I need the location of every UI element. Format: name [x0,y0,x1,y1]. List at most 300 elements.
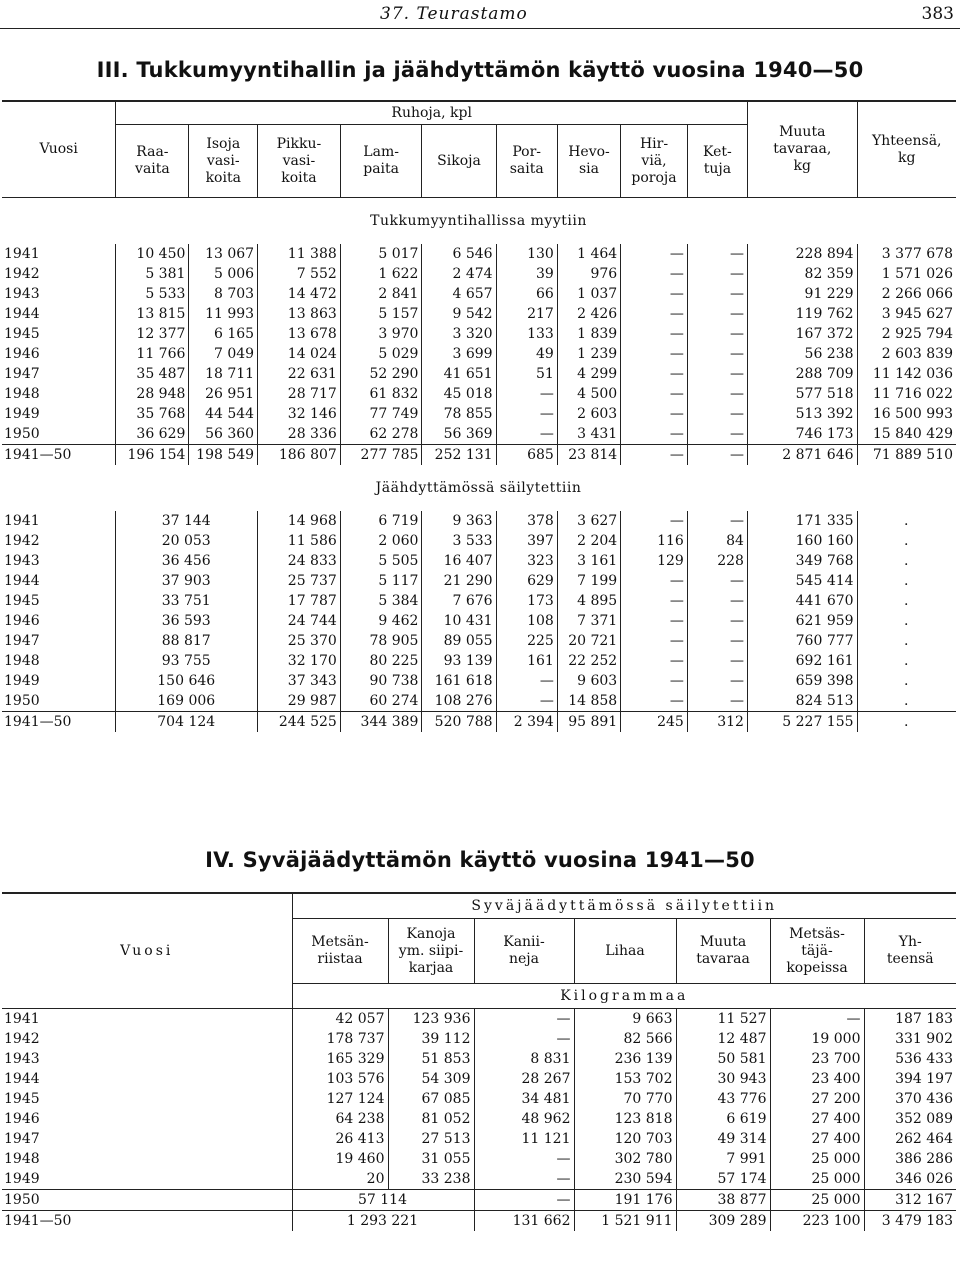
data-cell: 7 199 [557,571,620,591]
total-cell: 131 662 [474,1211,574,1232]
table-row [2,404,956,424]
table-row [2,424,956,445]
data-cell: 25 370 [258,631,341,651]
data-cell: 178 737 [292,1029,388,1049]
data-cell: 1 622 [340,264,422,284]
data-cell: 23 700 [770,1049,864,1069]
data-cell: 352 089 [864,1109,956,1129]
data-cell: 133 [496,324,557,344]
data-cell: — [474,1169,574,1190]
year-cell [2,244,116,264]
data-cell: 245 [621,712,688,733]
data-cell: 56 369 [422,424,496,445]
data-cell: 312 [687,712,747,733]
year-label: 1943 [4,1051,40,1067]
table-row [2,511,956,531]
data-cell: 116 [621,531,688,551]
data-cell: 2 841 [340,284,422,304]
data-cell: 4 657 [422,284,496,304]
col4-lihaa: Lihaa [574,919,676,984]
data-cell: 5 006 [189,264,258,284]
data-cell: 2 925 794 [857,324,956,344]
data-cell: — [687,404,747,424]
data-cell: 187 183 [864,1009,956,1030]
col4-muuta: Muuta tavaraa [676,919,770,984]
year-label: 1943 [4,553,40,569]
year-cell [2,591,116,611]
data-cell: — [687,651,747,671]
data-cell: 119 762 [747,304,857,324]
data-cell: 9 542 [422,304,496,324]
data-cell: 13 863 [258,304,341,324]
data-cell: — [687,611,747,631]
data-cell: — [687,304,747,324]
data-cell: 64 238 [292,1109,388,1129]
running-title: 37. Teurastamo [380,4,528,24]
year-label: 1950 [4,1192,40,1208]
year-label: 1942 [4,1031,40,1047]
col-lampaita: Lam- paita [340,125,422,198]
year-label: 1944 [4,306,40,322]
data-cell: 11 142 036 [857,364,956,384]
data-cell: — [687,591,747,611]
data-cell: 11 586 [258,531,341,551]
table-row [2,1149,956,1169]
year-cell [2,1049,292,1069]
year-cell [2,551,116,571]
col4-metsan: Metsän- riistaa [292,919,388,984]
data-cell: — [621,264,688,284]
data-cell: 50 581 [676,1049,770,1069]
data-cell: 7 991 [676,1149,770,1169]
data-cell: 6 619 [676,1109,770,1129]
data-cell: 14 968 [258,511,341,531]
year-label: 1941 [4,246,40,262]
table-row [2,324,956,344]
data-cell: 5 384 [340,591,422,611]
data-cell: 11 993 [189,304,258,324]
data-cell: 6 546 [422,244,496,264]
data-cell: 824 513 [747,691,857,712]
data-cell: 8 831 [474,1049,574,1069]
table-row [2,651,956,671]
data-cell: 659 398 [747,671,857,691]
data-cell: 7 676 [422,591,496,611]
data-cell: — [687,571,747,591]
data-cell: 1 239 [557,344,620,364]
data-cell: 11 766 [116,344,189,364]
year-label: 1941—50 [4,1213,72,1229]
data-cell: — [621,244,688,264]
data-cell: 39 [496,264,557,284]
total-cell: 198 549 [189,445,258,466]
year-cell [2,531,116,551]
data-cell: 3 377 678 [857,244,956,264]
data-cell: 370 436 [864,1089,956,1109]
data-cell: 161 618 [422,671,496,691]
data-cell: 24 744 [258,611,341,631]
data-cell: 11 121 [474,1129,574,1149]
year-cell [2,571,116,591]
data-cell: 43 776 [676,1089,770,1109]
col-porsaita: Por- saita [496,125,557,198]
data-cell: — [496,691,557,712]
data-cell: 49 314 [676,1129,770,1149]
data-cell: 323 [496,551,557,571]
year-label: 1947 [4,366,40,382]
data-cell: 976 [557,264,620,284]
data-cell: 9 603 [557,671,620,691]
data-cell: — [621,571,688,591]
data-cell: 14 858 [557,691,620,712]
data-cell: 123 936 [388,1009,474,1030]
year-label: 1941 [4,1011,40,1027]
merged-vasikoita-cell: 37 903 [116,571,258,591]
total-cell: 277 785 [340,445,422,466]
year-label: 1945 [4,593,40,609]
data-cell: 4 299 [557,364,620,384]
total-cell: . [857,591,956,611]
year-cell [2,1009,292,1030]
data-cell: 78 905 [340,631,422,651]
data-cell: — [474,1190,574,1211]
merged-vasikoita-cell: 36 456 [116,551,258,571]
year-cell [2,1169,292,1190]
col-yhteensa: Yhteensä, kg [857,101,956,198]
year-cell [2,324,116,344]
data-cell: 171 335 [747,511,857,531]
table-row [2,571,956,591]
data-cell: 228 894 [747,244,857,264]
total-cell: 186 807 [258,445,341,466]
year-cell [2,424,116,445]
year-cell [2,691,116,712]
data-cell: 1 037 [557,284,620,304]
data-cell: 130 [496,244,557,264]
data-cell: — [687,264,747,284]
merged-vasikoita-cell: 33 751 [116,591,258,611]
data-cell: 161 [496,651,557,671]
year-label: 1947 [4,633,40,649]
header-rule [0,28,960,29]
total-cell: . [857,671,956,691]
data-cell: 54 309 [388,1069,474,1089]
table-row [2,1009,956,1030]
table-row [2,284,956,304]
data-cell: — [687,244,747,264]
data-cell: 45 018 [422,384,496,404]
data-cell: 236 139 [574,1049,676,1069]
data-cell: 11 716 022 [857,384,956,404]
year-cell [2,611,116,631]
merged-vasikoita-cell: 37 144 [116,511,258,531]
data-cell: 14 024 [258,344,341,364]
data-cell: 1 571 026 [857,264,956,284]
table-row [2,1069,956,1089]
data-cell: 78 855 [422,404,496,424]
data-cell: 61 832 [340,384,422,404]
data-cell: — [621,284,688,304]
data-cell: 15 840 429 [857,424,956,445]
data-cell: 513 392 [747,404,857,424]
data-cell: 5 505 [340,551,422,571]
data-cell: 56 360 [189,424,258,445]
data-cell: 22 631 [258,364,341,384]
year-cell [2,1109,292,1129]
data-cell: 62 278 [340,424,422,445]
data-cell: 67 085 [388,1089,474,1109]
data-cell: — [687,324,747,344]
data-cell: — [621,384,688,404]
data-cell: 27 513 [388,1129,474,1149]
data-cell: 16 407 [422,551,496,571]
total-cell: — [687,445,747,466]
data-cell: 22 252 [557,651,620,671]
table4-title: IV. Syväjäädyttämön käyttö vuosina 1941—50 [205,848,755,872]
merged-vasikoita-cell: 93 755 [116,651,258,671]
data-cell: — [621,404,688,424]
data-cell: 160 160 [747,531,857,551]
data-cell: — [621,671,688,691]
total-cell: . [857,651,956,671]
data-cell: 31 055 [388,1149,474,1169]
data-cell: 127 124 [292,1089,388,1109]
data-cell: 167 372 [747,324,857,344]
data-cell: 36 629 [116,424,189,445]
col4-vuosi: Vuosi [120,942,174,959]
data-cell: 28 267 [474,1069,574,1089]
data-cell: 25 000 [770,1169,864,1190]
data-cell: 5 029 [340,344,422,364]
data-cell: — [496,384,557,404]
data-cell: 16 500 993 [857,404,956,424]
data-cell: — [474,1149,574,1169]
table-row [2,364,956,384]
data-cell: — [621,691,688,712]
data-cell: 225 [496,631,557,651]
data-cell: 48 962 [474,1109,574,1129]
data-cell: 621 959 [747,611,857,631]
table-row [2,1029,956,1049]
year-label: 1942 [4,266,40,282]
data-cell: 51 853 [388,1049,474,1069]
data-cell: 5 381 [116,264,189,284]
data-cell: 24 833 [258,551,341,571]
data-cell: 3 533 [422,531,496,551]
data-cell: 165 329 [292,1049,388,1069]
year-label: 1943 [4,286,40,302]
data-cell: 230 594 [574,1169,676,1190]
data-cell: — [621,304,688,324]
data-cell: 14 472 [258,284,341,304]
data-cell: 35 768 [116,404,189,424]
data-cell: 2 603 839 [857,344,956,364]
data-cell: 89 055 [422,631,496,651]
total-cell: . [857,551,956,571]
data-cell: 25 000 [770,1190,864,1211]
data-cell: 20 [292,1169,388,1190]
data-cell: 262 464 [864,1129,956,1149]
year-label: 1948 [4,1151,40,1167]
total-cell: 23 814 [557,445,620,466]
col4-kanoja: Kanoja ym. siipi- karjaa [388,919,474,984]
year-cell [2,1029,292,1049]
table-row [2,671,956,691]
year-cell [2,1149,292,1169]
data-cell: 173 [496,591,557,611]
merged-vasikoita-cell: 169 006 [116,691,258,712]
page-number: 383 [921,4,954,24]
data-cell: 120 703 [574,1129,676,1149]
year-label: 1944 [4,1071,40,1087]
data-cell: 90 738 [340,671,422,691]
data-cell: 13 067 [189,244,258,264]
year-label: 1941—50 [4,447,72,463]
data-cell: 39 112 [388,1029,474,1049]
year-cell [2,511,116,531]
col-muuta: Muuta tavaraa, kg [747,101,857,198]
table-row [2,1109,956,1129]
data-cell: 32 146 [258,404,341,424]
section-tukkumyynti: Tukkumyyntihallissa myytiin [370,213,587,229]
total-cell: . [857,631,956,651]
data-cell: — [474,1029,574,1049]
data-cell: 56 238 [747,344,857,364]
data-cell: 49 [496,344,557,364]
data-cell: 2 204 [557,531,620,551]
data-cell: — [687,691,747,712]
data-cell: 27 400 [770,1129,864,1149]
data-cell: 95 891 [557,712,620,733]
data-cell: 7 552 [258,264,341,284]
total-cell: 1 521 911 [574,1211,676,1232]
year-cell [2,1089,292,1109]
data-cell: 760 777 [747,631,857,651]
data-cell: 33 238 [388,1169,474,1190]
data-cell: 2 394 [496,712,557,733]
data-cell: — [496,424,557,445]
table-row [2,264,956,284]
col-raavaita: Raa- vaita [116,125,189,198]
data-cell: 9 663 [574,1009,676,1030]
data-cell: 746 173 [747,424,857,445]
data-cell: 244 525 [258,712,341,733]
data-cell: 2 603 [557,404,620,424]
data-cell: 3 320 [422,324,496,344]
table-row [2,631,956,651]
data-cell: 4 895 [557,591,620,611]
data-cell: 11 527 [676,1009,770,1030]
table-row [2,551,956,571]
table3 [2,100,956,732]
table-row [2,611,956,631]
data-cell: 25 000 [770,1149,864,1169]
data-cell: 9 462 [340,611,422,631]
data-cell: 32 170 [258,651,341,671]
data-cell: — [621,631,688,651]
data-cell: 37 343 [258,671,341,691]
year-label: 1949 [4,406,40,422]
year-label: 1946 [4,613,40,629]
total-cell: 252 131 [422,445,496,466]
data-cell: 10 431 [422,611,496,631]
data-cell: 3 945 627 [857,304,956,324]
data-cell: — [687,511,747,531]
merged-vasikoita-cell: 36 593 [116,611,258,631]
data-cell: 12 377 [116,324,189,344]
data-cell: — [496,404,557,424]
data-cell: — [621,344,688,364]
data-cell: 108 276 [422,691,496,712]
data-cell: 191 176 [574,1190,676,1211]
data-cell: 3 431 [557,424,620,445]
data-cell: — [687,384,747,404]
data-cell: 3 627 [557,511,620,531]
year-cell [2,651,116,671]
data-cell: 103 576 [292,1069,388,1089]
data-cell: 20 721 [557,631,620,651]
merged-vasikoita-cell: 20 053 [116,531,258,551]
data-cell: 2 266 066 [857,284,956,304]
table3-title: III. Tukkumyyntihallin ja jäähdyttämön käyttö vuosina 1940—50 [96,58,864,82]
year-cell [2,712,116,733]
total-row [2,445,956,466]
table-row [2,304,956,324]
year-label: 1946 [4,346,40,362]
merged-vasikoita-cell: 150 646 [116,671,258,691]
data-cell: 28 948 [116,384,189,404]
data-cell: 386 286 [864,1149,956,1169]
total-cell: — [621,445,688,466]
data-cell: 26 413 [292,1129,388,1149]
data-cell: 91 229 [747,284,857,304]
data-cell: 7 049 [189,344,258,364]
data-cell: 41 651 [422,364,496,384]
data-cell: 5 227 155 [747,712,857,733]
data-cell: 29 987 [258,691,341,712]
data-cell: 38 877 [676,1190,770,1211]
data-cell: 7 371 [557,611,620,631]
table4 [2,892,956,1231]
data-cell: 11 388 [258,244,341,264]
data-cell: 312 167 [864,1190,956,1211]
data-cell: 2 474 [422,264,496,284]
data-cell: — [621,511,688,531]
data-cell: 9 363 [422,511,496,531]
merged-metsan-kanoja-cell: 57 114 [292,1190,474,1211]
total-cell: 309 289 [676,1211,770,1232]
data-cell: 5 117 [340,571,422,591]
data-cell: 25 737 [258,571,341,591]
data-cell: 3 970 [340,324,422,344]
total-cell: . [857,511,956,531]
total-cell: 196 154 [116,445,189,466]
data-cell: 5 017 [340,244,422,264]
data-cell: 13 678 [258,324,341,344]
table-row [2,1049,956,1069]
col-hirvia: Hir- viä, poroja [621,125,688,198]
data-cell: — [621,611,688,631]
data-cell: 692 161 [747,651,857,671]
merged-vasikoita-cell: 704 124 [116,712,258,733]
data-cell: 394 197 [864,1069,956,1089]
year-cell [2,344,116,364]
data-cell: 82 359 [747,264,857,284]
data-cell: 19 000 [770,1029,864,1049]
year-label: 1950 [4,426,40,442]
data-cell: — [687,344,747,364]
data-cell: 27 200 [770,1089,864,1109]
